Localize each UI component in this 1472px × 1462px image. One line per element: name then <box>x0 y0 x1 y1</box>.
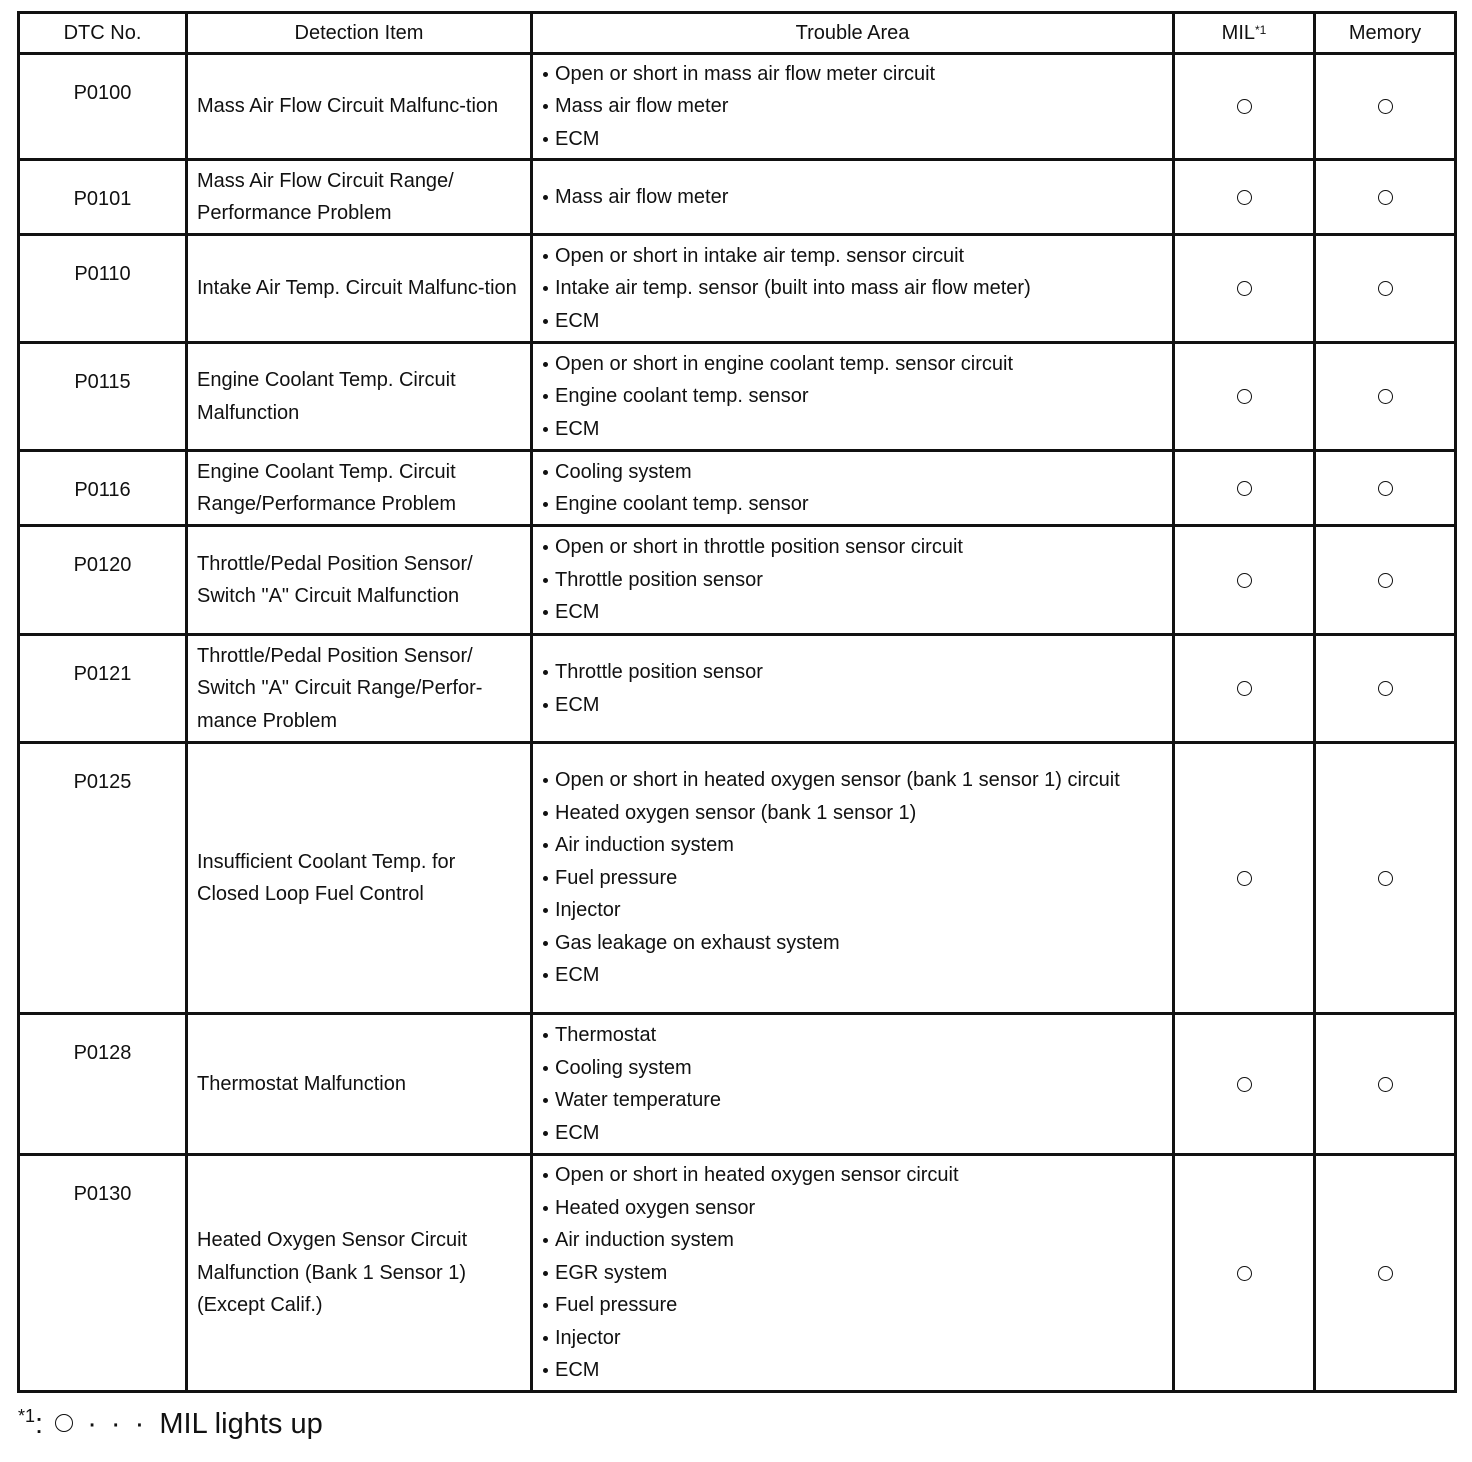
mil-cell <box>1174 743 1315 1014</box>
bullet-icon <box>543 72 548 77</box>
trouble-area-text: ECM <box>555 127 600 150</box>
bullet-icon <box>543 1033 548 1038</box>
trouble-area-text: ECM <box>555 1359 600 1382</box>
trouble-area-text: ECM <box>555 417 600 440</box>
bullet-icon <box>543 427 548 432</box>
detection-item: Intake Air Temp. Circuit Malfunc-tion <box>187 235 532 343</box>
trouble-area-text: Mass air flow meter <box>555 95 729 118</box>
bullet-icon <box>543 1066 548 1071</box>
trouble-area-item <box>542 380 1164 413</box>
trouble-area <box>532 526 1174 635</box>
memory-cell <box>1315 635 1456 743</box>
table-row <box>19 54 1456 160</box>
trouble-area-item <box>542 862 1164 895</box>
mil-circle-icon <box>1237 99 1252 114</box>
trouble-area-item <box>542 1019 1164 1052</box>
memory-circle-icon <box>1378 99 1393 114</box>
table-row <box>19 1014 1456 1155</box>
header-mil <box>1174 13 1315 54</box>
trouble-area <box>532 235 1174 343</box>
dtc-code: P0130 <box>19 1155 187 1392</box>
memory-circle-icon <box>1378 573 1393 588</box>
trouble-area-item <box>542 348 1164 381</box>
bullet-icon <box>543 1098 548 1103</box>
bullet-icon <box>543 1131 548 1136</box>
bullet-icon <box>543 670 548 675</box>
trouble-area-list <box>542 58 1164 156</box>
trouble-area-item <box>542 797 1164 830</box>
header-memory: Memory <box>1315 13 1456 54</box>
bullet-icon <box>543 908 548 913</box>
bullet-icon <box>543 470 548 475</box>
memory-circle-icon <box>1378 1077 1393 1092</box>
trouble-area-text: ECM <box>555 693 600 716</box>
detection-item: Mass Air Flow Circuit Range/ Performance Problem <box>187 160 532 235</box>
trouble-area-text: Injector <box>555 1326 621 1349</box>
trouble-area-text: Thermostat <box>555 1024 657 1046</box>
footnote-separator: : <box>35 1408 44 1440</box>
trouble-area-item <box>542 1159 1164 1192</box>
mil-circle-icon <box>1237 389 1252 404</box>
mil-cell <box>1174 343 1315 451</box>
trouble-area-text: Fuel pressure <box>555 1294 678 1317</box>
trouble-area-list <box>542 1019 1164 1149</box>
trouble-area-item <box>542 1322 1164 1355</box>
trouble-area-text: Injector <box>555 899 621 922</box>
trouble-area-item <box>542 1052 1164 1085</box>
memory-cell <box>1315 160 1456 235</box>
trouble-area-text: Water temperature <box>555 1089 721 1111</box>
bullet-icon <box>543 254 548 259</box>
bullet-icon <box>543 1173 548 1178</box>
header-row <box>19 13 1456 54</box>
bullet-icon <box>543 362 548 367</box>
trouble-area-item <box>542 764 1164 797</box>
trouble-area-text: Open or short in heated oxygen sensor circuit <box>555 1164 959 1187</box>
trouble-area-text: Open or short in throttle position sensor circuit <box>555 536 963 559</box>
trouble-area-text: Open or short in engine coolant temp. sensor circuit <box>555 352 1014 375</box>
dtc-code: P0128 <box>19 1014 187 1155</box>
dtc-code: P0116 <box>19 451 187 526</box>
trouble-area-item <box>542 456 1164 489</box>
table-row <box>19 635 1456 743</box>
bullet-icon <box>543 610 548 615</box>
footnote <box>18 1406 323 1445</box>
mil-circle-icon <box>1237 871 1252 886</box>
dtc-code: P0120 <box>19 526 187 635</box>
bullet-icon <box>543 1336 548 1341</box>
trouble-area-text: ECM <box>555 1121 600 1144</box>
mil-circle-icon <box>1237 573 1252 588</box>
memory-circle-icon <box>1378 681 1393 696</box>
trouble-area-item <box>542 596 1164 629</box>
bullet-icon <box>543 195 548 200</box>
footnote-circle-icon <box>55 1414 73 1432</box>
trouble-area-item <box>542 894 1164 927</box>
bullet-icon <box>543 843 548 848</box>
detection-item: Mass Air Flow Circuit Malfunc-tion <box>187 54 532 160</box>
trouble-area <box>532 1014 1174 1155</box>
trouble-area-item <box>542 1257 1164 1290</box>
trouble-area-list <box>542 240 1164 338</box>
bullet-icon <box>543 394 548 399</box>
trouble-area-text: Engine coolant temp. sensor <box>555 493 809 515</box>
mil-cell <box>1174 451 1315 526</box>
detection-item: Engine Coolant Temp. Circuit Range/Performance Problem <box>187 451 532 526</box>
header-detection-item: Detection Item <box>187 13 532 54</box>
header-mil-footnote-ref: *1 <box>1255 23 1267 37</box>
trouble-area <box>532 451 1174 526</box>
trouble-area-text: Cooling system <box>555 460 692 483</box>
header-mil-label: MIL <box>1221 22 1255 44</box>
trouble-area <box>532 343 1174 451</box>
trouble-area-text: Open or short in intake air temp. sensor circuit <box>555 244 965 267</box>
footnote-marker: *1 <box>18 1406 36 1426</box>
bullet-icon <box>543 502 548 507</box>
mil-cell <box>1174 1155 1315 1392</box>
memory-cell <box>1315 451 1456 526</box>
trouble-area-item <box>542 829 1164 862</box>
memory-circle-icon <box>1378 481 1393 496</box>
memory-circle-icon <box>1378 389 1393 404</box>
memory-cell <box>1315 1014 1456 1155</box>
trouble-area-item <box>542 564 1164 597</box>
bullet-icon <box>543 286 548 291</box>
trouble-area <box>532 160 1174 235</box>
trouble-area-list <box>542 1159 1164 1387</box>
trouble-area <box>532 54 1174 160</box>
trouble-area-text: Heated oxygen sensor <box>555 1196 756 1219</box>
mil-cell <box>1174 635 1315 743</box>
trouble-area-text: Gas leakage on exhaust system <box>555 931 840 954</box>
dtc-code: P0125 <box>19 743 187 1014</box>
trouble-area-list <box>542 181 1164 214</box>
bullet-icon <box>543 104 548 109</box>
bullet-icon <box>543 1206 548 1211</box>
memory-cell <box>1315 1155 1456 1392</box>
trouble-area-item <box>542 272 1164 305</box>
trouble-area-item <box>542 305 1164 338</box>
bullet-icon <box>543 1303 548 1308</box>
bullet-icon <box>543 319 548 324</box>
detection-item: Throttle/Pedal Position Sensor/ Switch "A" Circuit Range/Perfor-mance Problem <box>187 635 532 743</box>
detection-item: Thermostat Malfunction <box>187 1014 532 1155</box>
table-row <box>19 526 1456 635</box>
mil-cell <box>1174 54 1315 160</box>
bullet-icon <box>543 545 548 550</box>
memory-cell <box>1315 743 1456 1014</box>
mil-circle-icon <box>1237 481 1252 496</box>
trouble-area-text: Fuel pressure <box>555 866 678 889</box>
dtc-code: P0110 <box>19 235 187 343</box>
bullet-icon <box>543 1238 548 1243</box>
trouble-area-text: Intake air temp. sensor (built into mass air flow meter) <box>555 277 1031 300</box>
trouble-area-item <box>542 1289 1164 1322</box>
mil-cell <box>1174 1014 1315 1155</box>
trouble-area-list <box>542 764 1164 992</box>
trouble-area-text: EGR system <box>555 1261 668 1284</box>
mil-circle-icon <box>1237 190 1252 205</box>
table-row <box>19 343 1456 451</box>
bullet-icon <box>543 578 548 583</box>
table-row <box>19 451 1456 526</box>
trouble-area-item <box>542 927 1164 960</box>
dtc-code: P0100 <box>19 54 187 160</box>
mil-circle-icon <box>1237 681 1252 696</box>
mil-circle-icon <box>1237 281 1252 296</box>
trouble-area-item <box>542 1354 1164 1387</box>
bullet-icon <box>543 811 548 816</box>
footnote-text: MIL lights up <box>159 1408 323 1440</box>
detection-item: Engine Coolant Temp. Circuit Malfunction <box>187 343 532 451</box>
trouble-area-list <box>542 348 1164 446</box>
trouble-area-list <box>542 456 1164 521</box>
detection-item: Throttle/Pedal Position Sensor/ Switch "A" Circuit Malfunction <box>187 526 532 635</box>
detection-item: Insufficient Coolant Temp. for Closed Loop Fuel Control <box>187 743 532 1014</box>
mil-circle-icon <box>1237 1266 1252 1281</box>
bullet-icon <box>543 778 548 783</box>
trouble-area-item <box>542 1117 1164 1150</box>
bullet-icon <box>543 973 548 978</box>
detection-item: Heated Oxygen Sensor Circuit Malfunction (Bank 1 Sensor 1) (Except Calif.) <box>187 1155 532 1392</box>
memory-circle-icon <box>1378 281 1393 296</box>
trouble-area-text: Open or short in mass air flow meter circuit <box>555 62 936 85</box>
trouble-area-text: Throttle position sensor <box>555 568 763 591</box>
header-trouble-area: Trouble Area <box>532 13 1174 54</box>
table-row <box>19 1155 1456 1392</box>
bullet-icon <box>543 1368 548 1373</box>
trouble-area-list <box>542 656 1164 721</box>
bullet-icon <box>543 1271 548 1276</box>
trouble-area-text: Mass air flow meter <box>555 185 729 208</box>
bullet-icon <box>543 941 548 946</box>
dtc-table <box>17 11 1457 1393</box>
trouble-area-item <box>542 1192 1164 1225</box>
trouble-area-item <box>542 959 1164 992</box>
dtc-code: P0101 <box>19 160 187 235</box>
trouble-area <box>532 635 1174 743</box>
trouble-area <box>532 743 1174 1014</box>
trouble-area-text: ECM <box>555 309 600 332</box>
trouble-area-text: ECM <box>555 601 600 624</box>
trouble-area-text: Cooling system <box>555 1056 692 1079</box>
trouble-area-text: Air induction system <box>555 834 734 857</box>
trouble-area-item <box>542 531 1164 564</box>
mil-circle-icon <box>1237 1077 1252 1092</box>
header-dtc-no: DTC No. <box>19 13 187 54</box>
table-body <box>19 54 1456 1392</box>
mil-cell <box>1174 235 1315 343</box>
memory-cell <box>1315 235 1456 343</box>
bullet-icon <box>543 703 548 708</box>
dtc-code: P0115 <box>19 343 187 451</box>
trouble-area-item <box>542 1224 1164 1257</box>
memory-circle-icon <box>1378 190 1393 205</box>
bullet-icon <box>543 876 548 881</box>
dtc-code: P0121 <box>19 635 187 743</box>
trouble-area-item <box>542 58 1164 91</box>
memory-cell <box>1315 526 1456 635</box>
trouble-area-item <box>542 90 1164 123</box>
memory-cell <box>1315 54 1456 160</box>
memory-cell <box>1315 343 1456 451</box>
trouble-area-text: Open or short in heated oxygen sensor (bank 1 sensor 1) circuit <box>555 769 1120 792</box>
trouble-area-list <box>542 531 1164 629</box>
trouble-area-text: Heated oxygen sensor (bank 1 sensor 1) <box>555 801 917 824</box>
table-row <box>19 743 1456 1014</box>
trouble-area-item <box>542 413 1164 446</box>
trouble-area-item <box>542 689 1164 722</box>
memory-circle-icon <box>1378 871 1393 886</box>
trouble-area-text: Throttle position sensor <box>555 661 763 683</box>
trouble-area-item <box>542 656 1164 689</box>
footnote-dots: · · · <box>87 1408 148 1440</box>
trouble-area-item <box>542 181 1164 214</box>
table-row <box>19 235 1456 343</box>
bullet-icon <box>543 137 548 142</box>
trouble-area-item <box>542 1084 1164 1117</box>
trouble-area-text: Engine coolant temp. sensor <box>555 385 809 408</box>
mil-cell <box>1174 160 1315 235</box>
trouble-area-text: ECM <box>555 964 600 987</box>
trouble-area-item <box>542 240 1164 273</box>
table-row <box>19 160 1456 235</box>
trouble-area-text: Air induction system <box>555 1229 734 1252</box>
trouble-area-item <box>542 488 1164 521</box>
trouble-area-item <box>542 123 1164 156</box>
trouble-area <box>532 1155 1174 1392</box>
mil-cell <box>1174 526 1315 635</box>
memory-circle-icon <box>1378 1266 1393 1281</box>
